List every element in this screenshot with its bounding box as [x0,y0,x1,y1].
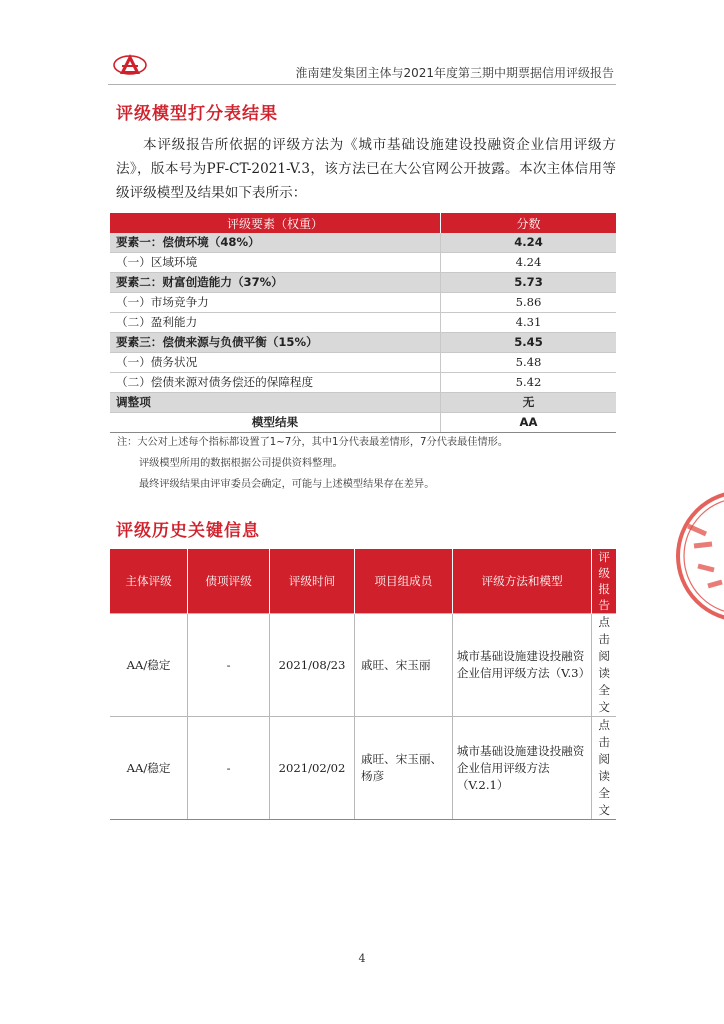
section-title-model: 评级模型打分表结果 [116,104,278,124]
intro-paragraph: 本评级报告所依据的评级方法为《城市基础设施建设投融资企业信用评级方法》，版本号为PF-CT-2021-V.3，该方法已在大公官网公开披露。本次主体信用等级评级模型及结果如下表所示： [116,137,616,201]
history-table [110,549,616,820]
header-rating-date: 评级时间 [270,549,355,614]
history-row [110,614,616,717]
score-row [110,393,616,413]
company-seal-icon [668,486,724,626]
header-title: 淮南建发集团主体与2021年度第三期中期票据信用评级报告 [295,66,614,80]
score-row [110,353,616,373]
score-row-value: 5.42 [441,373,617,393]
history-report-link[interactable]: 点击阅读全文 [592,614,616,717]
note-line: 注：大公对上述每个指标都设置了1~7分，其中1分代表最差情形，7分代表最佳情形。 [117,437,509,448]
score-row-label: （一）区域环境 [110,253,441,273]
header-members: 项目组成员 [354,549,452,614]
score-table-header [110,213,616,233]
history-table-header [110,549,616,614]
header-divider [108,84,616,85]
score-row [110,273,616,293]
score-row-label: （一）债务状况 [110,353,441,373]
page-number: 4 [358,952,366,965]
history-members: 戚旺、宋玉丽 [354,614,452,717]
score-row [110,373,616,393]
score-row-value: 5.86 [441,293,617,313]
result-value: AA [441,413,617,433]
score-row-value: 4.24 [441,253,617,273]
history-debt-rating: - [188,614,270,717]
history-row [110,717,616,820]
score-row [110,333,616,353]
history-entity-rating: AA/稳定 [110,614,188,717]
note-line: 最终评级结果由评审委员会确定，可能与上述模型结果存在差异。 [139,479,435,490]
score-row-label: 要素二：财富创造能力（37%） [110,273,441,293]
score-row [110,233,616,253]
history-report-link[interactable]: 点击阅读全文 [592,717,616,820]
header-entity-rating: 主体评级 [110,549,188,614]
score-row [110,293,616,313]
score-row-value: 4.24 [441,233,617,253]
result-label: 模型结果 [110,413,441,433]
score-row-value: 4.31 [441,313,617,333]
score-row-value: 5.48 [441,353,617,373]
header-score: 分数 [441,213,617,233]
score-row [110,313,616,333]
history-date: 2021/02/02 [270,717,355,820]
note-line: 评级模型所用的数据根据公司提供资料整理。 [139,458,343,469]
score-row-label: 要素一：偿债环境（48%） [110,233,441,253]
history-members: 戚旺、宋玉丽、杨彦 [354,717,452,820]
header-debt-rating: 债项评级 [188,549,270,614]
score-row-label: 要素三：偿债来源与负债平衡（15%） [110,333,441,353]
company-logo-icon [113,52,147,78]
score-row-label: （一）市场竞争力 [110,293,441,313]
score-row-label: （二）盈利能力 [110,313,441,333]
table-notes [117,432,508,495]
history-entity-rating: AA/稳定 [110,717,188,820]
score-row-value: 5.73 [441,273,617,293]
history-method: 城市基础设施建设投融资企业信用评级方法（V.2.1） [452,717,592,820]
score-row-label: 调整项 [110,393,441,413]
header-factor: 评级要素（权重） [110,213,441,233]
history-method: 城市基础设施建设投融资企业信用评级方法（V.3） [452,614,592,717]
score-row [110,253,616,273]
score-table [110,213,616,433]
history-debt-rating: - [188,717,270,820]
section-title-history: 评级历史关键信息 [116,521,260,541]
score-row-value: 无 [441,393,617,413]
score-row-value: 5.45 [441,333,617,353]
score-row-label: （二）偿债来源对债务偿还的保障程度 [110,373,441,393]
history-date: 2021/08/23 [270,614,355,717]
header-method: 评级方法和模型 [452,549,592,614]
score-result-row [110,413,616,433]
header-report: 评级报告 [592,549,616,614]
